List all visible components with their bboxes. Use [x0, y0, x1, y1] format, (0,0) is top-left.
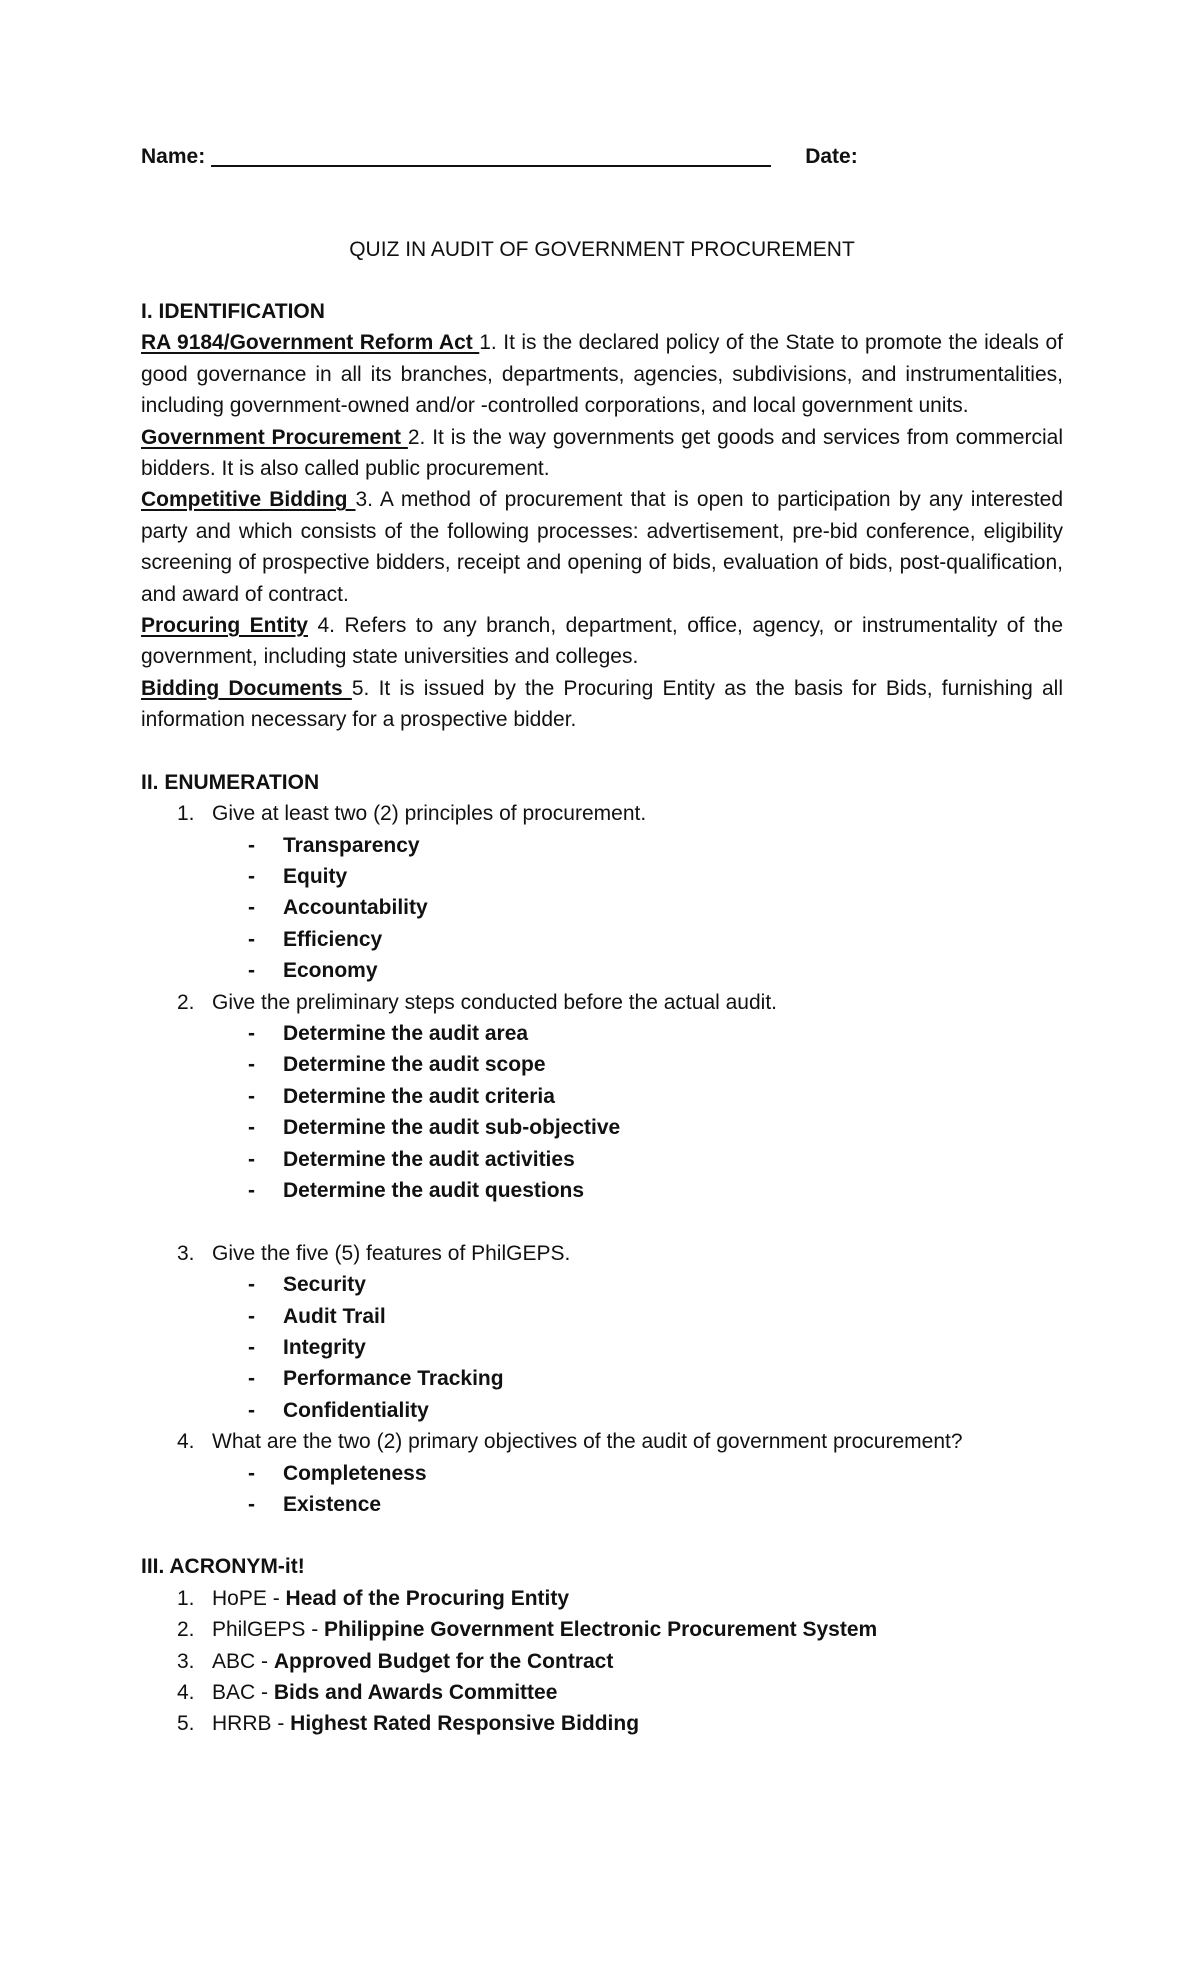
answer-item: - Audit Trail — [248, 1304, 386, 1328]
answer-item: - Determine the audit criteria — [248, 1084, 555, 1108]
enumeration-list — [141, 798, 1063, 1520]
identification-answer: Bidding Documents — [141, 676, 352, 700]
acronym-heading: III. ACRONYM-it! — [141, 1555, 305, 1579]
answer-item: - Equity — [248, 864, 348, 888]
question-number: 4. — [177, 1430, 195, 1454]
page-title: QUIZ IN AUDIT OF GOVERNMENT PROCUREMENT — [349, 238, 855, 261]
question-number: 2. — [177, 990, 195, 1014]
acronym-full: Approved Budget for the Contract — [273, 1649, 614, 1673]
answer-item: - Determine the audit sub-objective — [248, 1116, 621, 1140]
identification-item — [141, 327, 1063, 421]
question-number: 3. — [177, 1241, 195, 1265]
identification-answer: Procuring Entity — [141, 614, 308, 638]
identification-question: 1. It is the declared policy of the State to promote the ideals of good governance in all its branches, departments, agencies, subdivisions, and instrumentalities, including government-owned and/or -controlled corporations, and local government units. — [141, 331, 1063, 418]
acronym-full: Bids and Awards Committee — [273, 1681, 558, 1705]
spacer — [212, 1206, 1063, 1237]
question-number: 1. — [177, 802, 195, 826]
acronym-abbr: HoPE - — [212, 1586, 286, 1610]
identification-question: 3. A method of procurement that is open to participation by any interested party and which consists of the following processes: advertisement, pre-bid conference, eligibility screening of prospective bidders, receipt and opening of bids, evaluation of bids, post-qualification, and award of contract. — [141, 488, 1064, 606]
question-text: Give the five (5) features of PhilGEPS. — [212, 1241, 571, 1265]
answer-item: - Determine the audit activities — [248, 1147, 575, 1171]
acronym-abbr: ABC - — [212, 1649, 274, 1673]
identification-answer: RA 9184/Government Reform Act — [141, 331, 480, 355]
answer-list — [212, 830, 1063, 987]
acronym-full: Philippine Government Electronic Procurement System — [324, 1618, 878, 1642]
answer-item: - Efficiency — [248, 927, 383, 951]
identification-answer: Government Procurement — [141, 425, 408, 449]
enumeration-heading: II. ENUMERATION — [141, 770, 320, 794]
identification-section — [141, 296, 1063, 736]
enumeration-question — [141, 987, 1063, 1238]
identification-answer: Competitive Bidding — [141, 488, 356, 512]
enumeration-question — [141, 798, 1063, 986]
identification-item — [141, 673, 1063, 736]
name-label: Name: — [141, 145, 206, 168]
identification-question: 5. It is issued by the Procuring Entity as the basis for Bids, furnishing all information necessary for a prospective bidder. — [141, 676, 1063, 732]
answer-list — [212, 1018, 1063, 1206]
acronym-abbr: BAC - — [212, 1681, 274, 1705]
acronym-full: Head of the Procuring Entity — [285, 1586, 570, 1610]
answer-item: - Security — [248, 1273, 366, 1297]
answer-item: - Transparency — [248, 833, 420, 857]
acronym-abbr: PhilGEPS - — [212, 1618, 325, 1642]
answer-item: - Performance Tracking — [248, 1367, 504, 1391]
answer-item: - Determine the audit scope — [248, 1053, 546, 1077]
answer-item: - Confidentiality — [248, 1398, 429, 1422]
question-text: What are the two (2) primary objectives of the audit of government procurement? — [212, 1430, 963, 1454]
answer-item: - Existence — [248, 1493, 382, 1517]
answer-item: - Integrity — [248, 1335, 366, 1359]
name-date-row — [141, 141, 1063, 172]
answer-item: - Economy — [248, 959, 378, 983]
identification-item — [141, 484, 1063, 610]
enumeration-question — [141, 1238, 1063, 1426]
identification-heading: I. IDENTIFICATION — [141, 300, 325, 323]
answer-list — [212, 1269, 1063, 1426]
acronym-item: 1. HoPE - Head of the Procuring Entity — [177, 1586, 570, 1610]
acronym-list — [141, 1583, 1063, 1740]
acronym-item: 4. BAC - Bids and Awards Committee — [177, 1681, 558, 1705]
answer-item: - Determine the audit questions — [248, 1178, 585, 1202]
acronym-full: Highest Rated Responsive Bidding — [290, 1712, 640, 1736]
question-text: Give at least two (2) principles of procurement. — [212, 802, 647, 826]
enumeration-question — [141, 1426, 1063, 1520]
question-text: Give the preliminary steps conducted before the actual audit. — [212, 990, 777, 1014]
identification-item — [141, 422, 1063, 485]
enumeration-section — [141, 767, 1063, 1521]
identification-question: 2. It is the way governments get goods and services from commercial bidders. It is also called public procurement. — [141, 425, 1063, 481]
name-blank-line — [211, 165, 771, 167]
answer-item: - Completeness — [248, 1461, 427, 1485]
date-label: Date: — [805, 145, 858, 168]
acronym-item: 5. HRRB - Highest Rated Responsive Bidding — [177, 1712, 640, 1736]
acronym-abbr: HRRB - — [212, 1712, 291, 1736]
identification-item — [141, 610, 1063, 673]
acronym-section — [141, 1551, 1063, 1739]
answer-list — [212, 1458, 1063, 1521]
identification-question: 4. Refers to any branch, department, office, agency, or instrumentality of the government, including state universities and colleges. — [141, 614, 1063, 669]
acronym-item: 2. PhilGEPS - Philippine Government Electronic Procurement System — [177, 1618, 878, 1642]
acronym-item: 3. ABC - Approved Budget for the Contract — [177, 1649, 614, 1673]
answer-item: - Accountability — [248, 896, 428, 920]
answer-item: - Determine the audit area — [248, 1021, 529, 1045]
